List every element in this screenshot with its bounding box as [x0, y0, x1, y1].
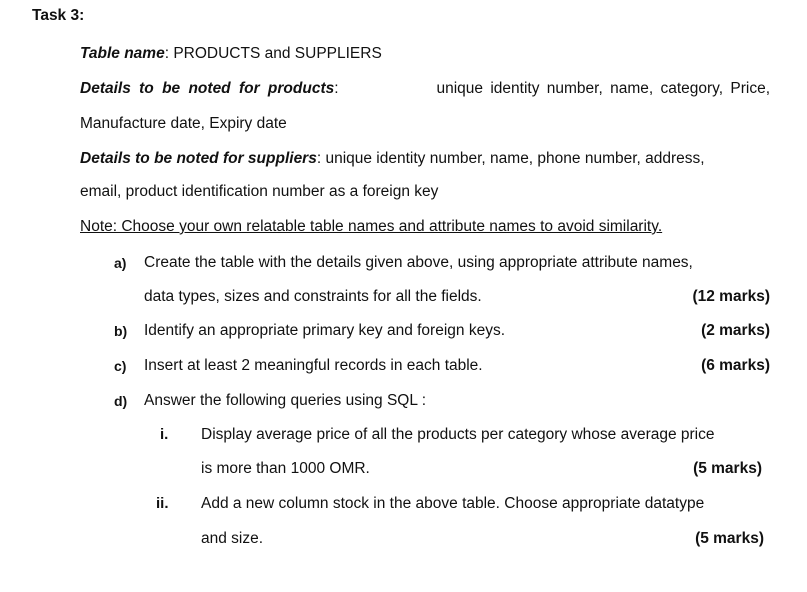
- task-heading: Task 3:: [32, 7, 85, 24]
- question-d-letter: d): [114, 393, 128, 409]
- subquestion-ii-marks: (5 marks): [695, 530, 764, 547]
- question-c-line-1: Insert at least 2 meaningful records in each table.: [144, 357, 483, 374]
- table-name-label: Table name: [80, 45, 165, 62]
- table-name-line: [80, 44, 382, 64]
- subquestion-ii-numeral: ii.: [156, 495, 169, 512]
- products-details-1: unique identity number, name, category, Price,: [436, 80, 770, 97]
- table-name-value: : PRODUCTS and SUPPLIERS: [164, 45, 382, 62]
- suppliers-line-2: email, product identification number as a foreign key: [80, 183, 439, 200]
- question-b-marks: (2 marks): [701, 322, 770, 339]
- products-label: Details to be noted for products: [80, 80, 335, 97]
- suppliers-line-1: [80, 149, 705, 169]
- subquestion-ii-line-1: Add a new column stock in the above table. Choose appropriate datatype: [201, 495, 705, 512]
- products-line-2: Manufacture date, Expiry date: [80, 115, 287, 132]
- question-c-letter: c): [114, 358, 127, 374]
- subquestion-i-marks: (5 marks): [693, 460, 762, 477]
- question-b-letter: b): [114, 323, 128, 339]
- question-a-marks: (12 marks): [692, 288, 770, 305]
- subquestion-i-line-1: Display average price of all the products per category whose average price: [201, 426, 715, 443]
- question-a-line-1: Create the table with the details given above, using appropriate attribute names,: [144, 254, 693, 271]
- note-text: Note: Choose your own relatable table names and attribute names to avoid similarity.: [80, 218, 663, 235]
- suppliers-details-1: : unique identity number, name, phone number, address,: [316, 150, 705, 167]
- products-line-1: [80, 79, 770, 99]
- question-b-line-1: Identify an appropriate primary key and foreign keys.: [144, 322, 505, 339]
- subquestion-i-line-2: is more than 1000 OMR.: [201, 460, 370, 477]
- question-d-line-1: Answer the following queries using SQL :: [144, 392, 427, 409]
- question-a-line-2: data types, sizes and constraints for all the fields.: [144, 288, 482, 305]
- question-a-letter: a): [114, 255, 127, 271]
- subquestion-ii-line-2: and size.: [201, 530, 264, 547]
- question-c-marks: (6 marks): [701, 357, 770, 374]
- subquestion-i-numeral: i.: [160, 426, 169, 443]
- products-colon: :: [334, 80, 339, 97]
- suppliers-label: Details to be noted for suppliers: [80, 150, 317, 167]
